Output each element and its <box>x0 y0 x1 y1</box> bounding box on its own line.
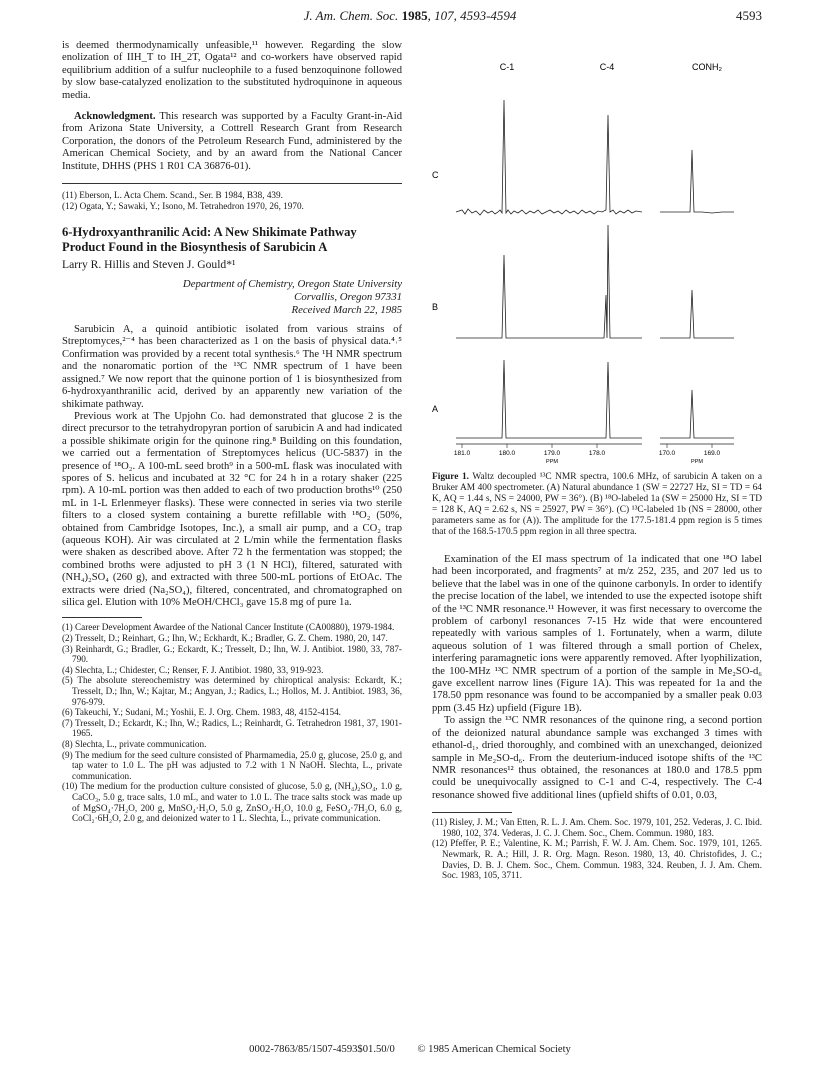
running-head <box>0 8 820 24</box>
ack-text: This research was supported by a Faculty Grant-in-Aid from Arizona State University, a Cottrell Research Grant from Research Corporation, the donors of the Petroleum Research Fund, administered by the American Chemical Society, and by an award from the National Cancer Institute, DHHS (PHS 1 R01 CA 36876-01). <box>62 111 402 172</box>
col-label-conh2: CONH₂ <box>692 62 722 72</box>
tick-label: 181.0 <box>453 450 471 457</box>
footnote-item: (10) The medium for the production culture consisted of glucose, 5.0 g, (NH₄)₂SO₄, 1.0 g, CaCO₃, 5.0 g, trace salts, 1.0 mL, and water to 1.0 L. The trace salts stock was made up of MgSO₄·7H₂O, 200 g, MnSO₄·H₂O, 5.0 g, ZnSO₄·H₂O, 10.0 g, FeSO₄·7H₂O, 6.0 g, CoCl₂·6H₂O, 2.0 g, and deionized water to 1 L. Slechta, L., private communication. <box>62 781 402 824</box>
right-column <box>432 40 762 881</box>
acknowledgment <box>62 111 402 173</box>
footnote-item: (1) Career Development Awardee of the National Cancer Institute (CA00880), 1979-1984. <box>62 622 395 633</box>
received-date: Received March 22, 1985 <box>291 303 402 316</box>
tick-label: 169.0 <box>703 450 721 457</box>
footer-code: 0002-7863/85/1507-4593$01.50/0 <box>249 1044 395 1055</box>
panel-label-a: A <box>432 404 439 414</box>
body-paragraph: Previous work at The Upjohn Co. had demonstrated that glucose 2 is the direct precursor to the tetrahydropyran portion of sarubicin A and had indicated a possible shikimate origin for the quinone ring.⁸ Building on this foundation, we carried out a fermentation of Streptomyces helicus (UC-5837) in the presence of ¹⁸O₂. A 100-mL seed broth⁹ in a 500-mL flask was inoculated with spores of S. helicus and incubated at 32 °C for 24 h in a rotary shaker (225 rpm). A 10-mL portion was then added to each of two production broths¹⁰ (250 mL in 1-L Erlenmeyer flasks). These were connected in series via two sterile filters to a closed system containing a burette refillable with ¹⁸O₂ (50%, obtained from Cambridge Isotopes, Inc.), a small air pump, and a CO₂ trap (aqueous KOH). Air was circulated at 2 L/min while the fermentation flasks were shaken as described above. After 72 h the fermentation was stopped; the combined broths were adjusted to pH 3 (1 N HCl), filtered, saturated with (NH₄)₂SO₄ (260 g), and extracted with three 500-mL portions of EtOAc. The extracts were dried (Na₂SO₄), filtered, concentrated, and chromatographed on silica gel. Elution with 10% MeOH/CHCl₃ gave 15.8 mg of pure 1a. <box>62 410 402 608</box>
page-footer <box>0 1044 820 1055</box>
affiliation-line: Corvallis, Oregon 97331 <box>294 290 402 303</box>
body-paragraph: To assign the ¹³C NMR resonances of the quinone ring, a second portion of the deionized natural abundance sample was exchanged 3 times with ethanol-d₁, dried thoroughly, and combined with an unexchanged, deionized sample in Me₂SO-d₆. From the deuterium-induced isotope shifts of the ¹³C NMR resonances¹² thus obtained, the resonances at 180.0 and 178.5 ppm could be unequivocally assigned to C-1 and C-4, respectively. The C-4 resonance showed five additional lines (upfield shifts of 0.01, 0.03, <box>432 715 762 801</box>
tick-label: 180.0 <box>498 450 516 457</box>
panel-label-b: B <box>432 302 439 312</box>
page-number: 4593 <box>736 8 762 23</box>
divider <box>62 183 402 184</box>
ref-item: (12) Ogata, Y.; Sawaki, Y.; Isono, M. Tetrahedron 1970, 26, 1970. <box>62 200 304 211</box>
nmr-spectra-svg <box>432 40 762 500</box>
footnote-item: (4) Slechta, L.; Chidester, C.; Renser, F. J. Antibiot. 1980, 33, 919-923. <box>62 664 324 675</box>
col-label-c4: C-4 <box>599 62 615 72</box>
body-paragraph: Sarubicin A, a quinoid antibiotic isolated from various strains of Streptomyces,²⁻⁴ has been characterized as 1 on the basis of physical data.⁴˒⁵ Confirmation was provided by a recent total synthesis.⁶ The ¹H NMR spectrum and the nonaromatic portion of the ¹³C NMR spectrum of 1 have been assigned.⁷ We now report that the quinone portion of 1 is biosynthesized from 6-hydroxyanthranilic acid, derived by an apparently new variation of the shikimate pathway. <box>62 324 402 410</box>
footnote-item: (6) Takeuchi, Y.; Sudani, M.; Yoshii, E. J. Org. Chem. 1983, 48, 4152-4154. <box>62 707 341 718</box>
footnote-item: (2) Tresselt, D.; Reinhart, G.; Ihn, W.; Eckhardt, K.; Bradler, G. Z. Chem. 1980, 20, 147. <box>62 633 388 643</box>
article-authors: Larry R. Hillis and Steven J. Gould*¹ <box>62 258 236 272</box>
axis-unit: PPM <box>691 459 703 465</box>
left-column <box>62 40 402 824</box>
body-paragraph: Examination of the EI mass spectrum of 1a indicated that one ¹⁸O label had been incorporated, and fragments⁷ at m/z 252, 235, and 207 led us to believe that the label was in one of the quinone carbonyls. In order to identify the precise location of the label, we intended to use the expected isotope shift of the ¹³C NMR resonance.¹¹ However, it was first necessary to overcome the problem of carbonyl resonances 7-15 Hz wide that were encountered repeatedly with various samples of 1. Fortunately, when a warm, dilute aqueous solution of 1 was filtered through a small portion of Chelex, interfering paramagnetic ions were apparently removed. After lyophilization, the 100-MHz ¹³C NMR spectrum of a portion of the sample in Me₂SO-d₆ gave excellent narrow lines (Figure 1A). This was repeated for 1a and the 178.50 ppm resonance was found to be accompanied by a smaller peak 0.03 ppm (3.45 Hz) upfield (Figure 1B). <box>432 554 762 714</box>
caption-text: Waltz decoupled ¹³C NMR spectra, 100.6 MHz, of sarubicin A taken on a Bruker AM 400 spectrometer. (A) Natural abundance 1 (SW = 22727 Hz, SI = TD = 64 K, AQ = 1.44 s, NS = 24000, PW = 36°). (B) ¹⁸O-labeled 1a (SW = 25000 Hz, SI = TD = 128 K, AQ = 2.62 s, NS = 25927, PW = 36°). (C) ¹³C-labeled 1b (NS = 28000, other parameters same as for (A)). The amplitude for the 177.5-181.4 ppm region is 5 times that of the 168.5-170.5 ppm region in all three spectra. <box>432 472 763 537</box>
axis-ticks <box>462 444 712 448</box>
footnote-item: (7) Tresselt, D.; Eckardt, K.; Ihn, W.; Radics, L.; Reinhardt, G. Tetrahedron 1981, 37, 1901-1965. <box>62 717 402 739</box>
panel-label-c: C <box>432 170 439 180</box>
footnote-item: (11) Risley, J. M.; Van Etten, R. L. J. Am. Chem. Soc. 1979, 101, 252. Vederas, J. C. Ibid. 1980, 102, 374. Vederas, J. C. J. Chem. Soc., Chem. Commun. 1980, 183. <box>432 817 762 838</box>
journal-year: 1985 <box>401 8 428 23</box>
tick-label: 179.0 <box>543 450 561 457</box>
volume-pages: , 107, 4593-4594 <box>427 8 517 23</box>
journal-name: J. Am. Chem. Soc. <box>303 8 399 23</box>
affiliation <box>62 278 402 304</box>
intro-paragraph: is deemed thermodynamically unfeasible,¹¹ however. Regarding the slow enolization of IIH_T to IH_2T, Ogata¹² and co-workers have observed rapid equilibrium addition of a sulfur nucleophile to a fused benzoquinone followed by slow base-catalyzed enolization to the substituted hydroquinone in aqueous media. <box>62 40 402 101</box>
footnote-divider <box>62 617 142 618</box>
footnote-divider <box>432 812 512 813</box>
affiliation-line: Department of Chemistry, Oregon State University <box>182 277 402 290</box>
tick-label: 178.0 <box>588 450 606 457</box>
ack-heading: Acknowledgment. <box>74 111 156 123</box>
spectrum-b <box>456 225 734 338</box>
col-label-c1: C-1 <box>499 62 515 72</box>
spectrum-a <box>456 360 734 438</box>
footnotes-right <box>432 817 762 881</box>
footnote-item: (12) Pfeffer, P. E.; Valentine, K. M.; Parrish, F. W. J. Am. Chem. Soc. 1979, 101, 1265. Newmark, R. A.; Hill, J. R. Org. Magn. Reson. 1980, 13, 40. Christofides, J. C.; Davies, D. B. J. Chem. Soc., Chem. Commun. 1983, 324. Reuben, J. J. Am. Chem. Soc. 1983, 105, 3711. <box>432 838 762 881</box>
caption-label: Figure 1. <box>432 472 469 482</box>
footnotes <box>62 622 402 823</box>
footnote-item: (8) Slechta, L., private communication. <box>62 738 207 749</box>
footnote-item: (9) The medium for the seed culture consisted of Pharmamedia, 25.0 g, glucose, 25.0 g, and tap water to 1.0 L. The pH was adjusted to 7.2 with 1 N NaOH. Slechta, L., private communication. <box>62 749 402 781</box>
axis-unit: PPM <box>546 459 558 465</box>
article-title: 6-Hydroxyanthranilic Acid: A New Shikimate Pathway Product Found in the Biosynthesis of Sarubicin A <box>62 225 357 255</box>
spectrum-c <box>456 100 734 215</box>
footer-copyright: © 1985 American Chemical Society <box>417 1044 571 1055</box>
ref-item: (11) Eberson, L. Acta Chem. Scand., Ser. B 1984, B38, 439. <box>62 190 283 201</box>
footnote-item: (5) The absolute stereochemistry was determined by chiroptical analysis: Eckardt, K.; Tresselt, D.; Ihn, W.; Kajtar, M.; Angyan, J.; Radics, L.; Hollos, M. J. Antibiot. 1983, 36, 976-979. <box>62 675 402 707</box>
footnote-item: (3) Reinhardt, G.; Bradler, G.; Eckardt, K.; Tresselt, D.; Ihn, W. J. Antibiot. 1980, 33, 787-790. <box>62 643 402 665</box>
nmr-figure <box>432 40 762 500</box>
previous-refs <box>62 190 402 211</box>
tick-label: 170.0 <box>658 450 676 457</box>
